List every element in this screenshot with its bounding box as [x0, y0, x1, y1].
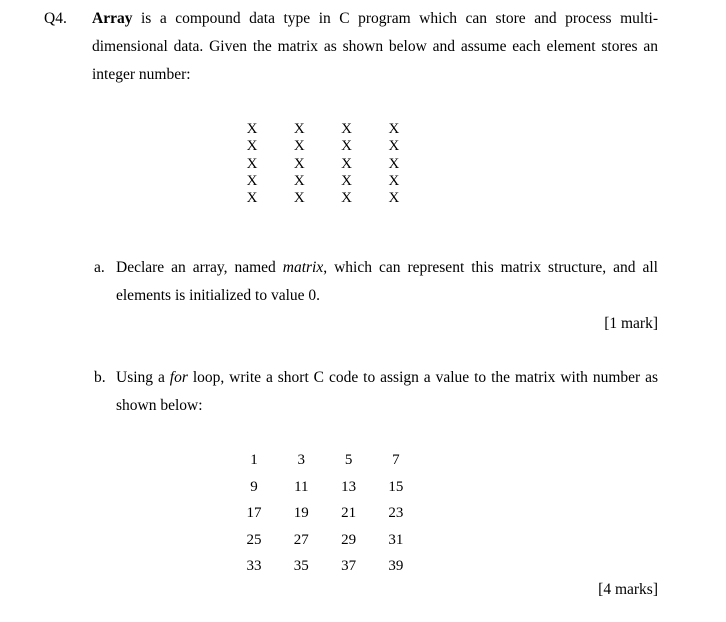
part-a-line-1 — [116, 259, 658, 277]
x-matrix-cell: X — [293, 138, 305, 155]
number-matrix-cell: 9 — [250, 478, 258, 495]
number-matrix-cell: 17 — [246, 505, 262, 521]
x-matrix-cell: X — [388, 155, 400, 172]
number-matrix-cell: 11 — [294, 478, 309, 495]
question-line-1 — [92, 10, 658, 28]
number-matrix-cell: 5 — [344, 452, 353, 468]
x-matrix-cell: X — [341, 121, 353, 137]
part-a-label: a. — [94, 259, 105, 276]
part-b-line-1-pre: Using a — [116, 369, 165, 386]
x-matrix-cell: X — [388, 190, 400, 207]
x-matrix-cell: X — [246, 190, 258, 207]
number-matrix-cell: 23 — [388, 505, 404, 521]
part-b-label: b. — [94, 369, 106, 386]
number-matrix-cell: 15 — [388, 478, 404, 495]
x-matrix-cell: X — [246, 138, 258, 155]
array-keyword: Array — [92, 10, 133, 27]
question-line-2: dimensional data. Given the matrix as shown below and assume each element stores an — [92, 38, 658, 55]
number-matrix-cell: 25 — [246, 531, 262, 548]
x-matrix-cell: X — [341, 138, 353, 155]
part-a-line-1-post: , which can represent this matrix structure, and all — [323, 259, 658, 276]
x-matrix-cell: X — [246, 121, 258, 137]
question-number: Q4. — [44, 10, 67, 27]
number-matrix-cell: 19 — [293, 505, 309, 521]
x-matrix-cell: X — [388, 172, 400, 189]
number-matrix-cell: 27 — [293, 531, 309, 548]
x-matrix-cell: X — [246, 172, 258, 189]
number-matrix-cell: 37 — [341, 558, 357, 574]
question-line-3: integer number: — [92, 66, 191, 83]
x-matrix-cell: X — [341, 155, 353, 172]
part-a-line-1-pre: Declare an array, named — [116, 259, 276, 276]
x-matrix-cell: X — [341, 172, 353, 189]
part-a-line-2: elements is initialized to value 0. — [116, 287, 321, 304]
number-matrix-cell: 21 — [341, 505, 357, 521]
number-matrix-cell: 33 — [246, 558, 262, 574]
number-matrix-cell: 35 — [293, 558, 309, 574]
part-b-marks: [4 marks] — [598, 581, 658, 598]
number-matrix-cell: 3 — [297, 452, 306, 468]
number-matrix-cell: 1 — [250, 452, 258, 468]
for-keyword: for — [169, 369, 188, 386]
number-matrix-cell: 13 — [341, 478, 357, 495]
number-matrix-cell: 39 — [388, 558, 404, 574]
x-matrix-cell: X — [293, 172, 305, 189]
x-matrix-cell: X — [246, 155, 258, 172]
x-matrix-cell: X — [388, 121, 400, 137]
part-b-line-1-post: loop, write a short C code to assign a value to the matrix with number as — [192, 369, 659, 386]
number-matrix-cell: 31 — [388, 531, 404, 548]
part-b-line-1 — [116, 369, 658, 387]
x-matrix-cell: X — [388, 138, 400, 155]
number-matrix-cell: 29 — [341, 531, 357, 548]
x-matrix-cell: X — [341, 190, 353, 207]
x-matrix-cell: X — [293, 155, 305, 172]
matrix-name: matrix — [282, 259, 324, 276]
part-b-line-2: shown below: — [116, 397, 203, 414]
x-matrix-cell: X — [293, 190, 305, 207]
number-matrix-cell: 7 — [392, 452, 400, 468]
part-a-marks: [1 mark] — [604, 315, 658, 332]
x-matrix-cell: X — [293, 121, 305, 137]
question-line-1-text: is a compound data type in C program which can store and process multi- — [140, 10, 658, 27]
